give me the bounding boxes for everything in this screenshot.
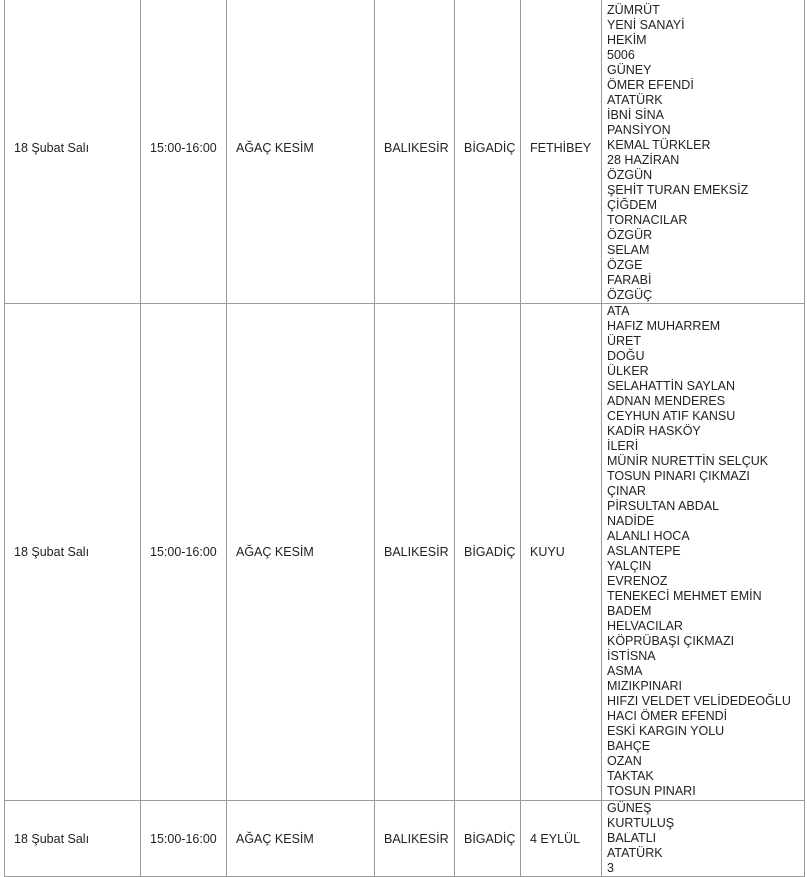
table-row <box>5 304 805 801</box>
street-name: BAHÇE <box>607 739 651 753</box>
street-name: BALATLI <box>607 831 657 845</box>
street-name: SELAHATTİN SAYLAN <box>607 379 736 393</box>
street-name: KÖPRÜBAŞI ÇIKMAZI <box>607 634 735 648</box>
street-name: PİRSULTAN ABDAL <box>607 499 720 513</box>
district-cell: BİGADİÇ <box>455 0 521 304</box>
neighborhood-cell: FETHİBEY <box>521 0 602 304</box>
table-row <box>5 0 805 304</box>
street-name: ÇİĞDEM <box>607 198 657 212</box>
street-name: ÖZGÜÇ <box>607 288 653 302</box>
date-cell: 18 Şubat Salı <box>5 801 141 877</box>
street-name: ÖMER EFENDİ <box>607 78 694 92</box>
street-name: İBNİ SİNA <box>607 108 664 122</box>
time-cell: 15:00-16:00 <box>141 0 227 304</box>
street-name: TAKTAK <box>607 769 654 783</box>
street-name: YENİ SANAYİ <box>607 18 685 32</box>
street-name: ÇINAR <box>607 484 646 498</box>
street-name: TOSUN PINARI <box>607 784 696 798</box>
street-name: GÜNEŞ <box>607 801 652 815</box>
street-name: ATATÜRK <box>607 846 663 860</box>
street-name: SELAM <box>607 243 650 257</box>
street-name: 3 <box>607 861 614 875</box>
date-cell: 18 Şubat Salı <box>5 0 141 304</box>
district-cell: BİGADİÇ <box>455 801 521 877</box>
street-name: YALÇIN <box>607 559 652 573</box>
street-name: ALANLI HOCA <box>607 529 690 543</box>
street-name: KURTULUŞ <box>607 816 675 830</box>
street-name: ASMA <box>607 664 643 678</box>
neighborhood-cell: KUYU <box>521 304 602 801</box>
street-name: ASLANTEPE <box>607 544 681 558</box>
street-name: TORNACILAR <box>607 213 688 227</box>
street-name: ÜLKER <box>607 364 649 378</box>
street-name: İSTİSNA <box>607 649 656 663</box>
street-name: 5006 <box>607 48 635 62</box>
street-name: CEYHUN ATIF KANSU <box>607 409 736 423</box>
reason-cell: AĞAÇ KESİM <box>227 0 375 304</box>
street-name: KADİR HASKÖY <box>607 424 701 438</box>
street-name: ÖZGE <box>607 258 643 272</box>
street-name: ÖZGÜN <box>607 168 653 182</box>
street-name: ŞEHİT TURAN EMEKSİZ <box>607 183 749 197</box>
street-name: HEKİM <box>607 33 647 47</box>
reason-cell: AĞAÇ KESİM <box>227 801 375 877</box>
street-name: HACI ÖMER EFENDİ <box>607 709 728 723</box>
street-name: NADİDE <box>607 514 655 528</box>
table-row <box>5 801 805 877</box>
street-name: KEMAL TÜRKLER <box>607 138 711 152</box>
time-cell: 15:00-16:00 <box>141 304 227 801</box>
street-name: ATA <box>607 304 630 318</box>
neighborhood-cell: 4 EYLÜL <box>521 801 602 877</box>
street-name: FARABİ <box>607 273 652 287</box>
street-list <box>602 801 805 877</box>
street-list <box>602 0 805 304</box>
street-list <box>602 304 805 801</box>
street-name: DOĞU <box>607 349 645 363</box>
street-name: ESKİ KARGIN YOLU <box>607 724 725 738</box>
street-name: MIZIKPINARI <box>607 679 683 693</box>
street-name: İLERİ <box>607 439 639 453</box>
date-cell: 18 Şubat Salı <box>5 304 141 801</box>
street-name: TENEKECİ MEHMET EMİN <box>607 589 762 603</box>
street-name: ZÜMRÜT <box>607 3 660 17</box>
province-cell: BALIKESİR <box>375 801 455 877</box>
street-name: GÜNEY <box>607 63 652 77</box>
province-cell: BALIKESİR <box>375 0 455 304</box>
street-name: ÖZGÜR <box>607 228 653 242</box>
province-cell: BALIKESİR <box>375 304 455 801</box>
street-name: MÜNİR NURETTİN SELÇUK <box>607 454 769 468</box>
street-name: HIFZI VELDET VELİDEDEOĞLU <box>607 694 791 708</box>
street-name: ÜRET <box>607 334 642 348</box>
street-name: ADNAN MENDERES <box>607 394 726 408</box>
street-name: 28 HAZİRAN <box>607 153 680 167</box>
outage-table <box>4 0 805 877</box>
time-cell: 15:00-16:00 <box>141 801 227 877</box>
street-name: HELVACILAR <box>607 619 683 633</box>
street-name: EVRENOZ <box>607 574 668 588</box>
reason-cell: AĞAÇ KESİM <box>227 304 375 801</box>
street-name: ATATÜRK <box>607 93 663 107</box>
street-name: HAFIZ MUHARREM <box>607 319 721 333</box>
district-cell: BİGADİÇ <box>455 304 521 801</box>
street-name: OZAN <box>607 754 642 768</box>
street-name: PANSİYON <box>607 123 671 137</box>
street-name: BADEM <box>607 604 652 618</box>
street-name: TOSUN PINARI ÇIKMAZI <box>607 469 750 483</box>
